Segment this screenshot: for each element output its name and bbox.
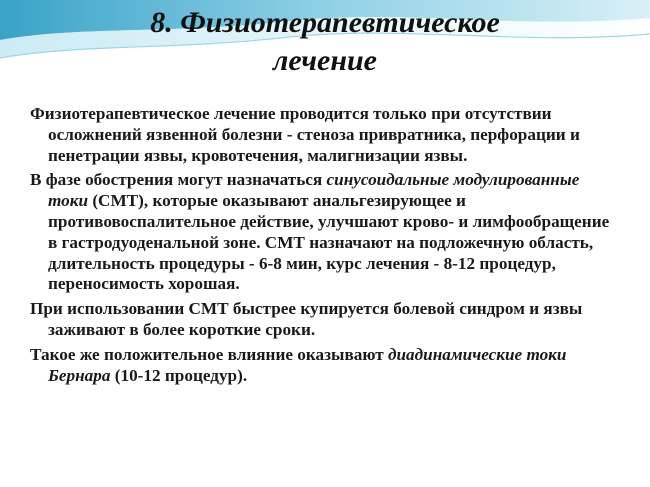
paragraph-smt-effect xyxy=(30,299,620,341)
slide-body xyxy=(30,104,620,390)
paragraph-smt-effect-text: При использовании СМТ быстрее купируется болевой синдром и язвы заживают в более короткие сроки. xyxy=(30,299,583,339)
paragraph-smt-suffix: (СМТ), которые оказывают анальгезирующее и противовоспалительное действие, улучшают кровo- и лимфообращение в гастродуоденальной зоне. СМТ назначают на подложечную область, длительность процедуры - 6-8 мин, курс лечения - 8-12 процедур, переносимость хорошая. xyxy=(48,191,610,294)
paragraph-smt-prefix: В фазе обострения могут назначаться xyxy=(30,170,327,190)
paragraph-indications-text: Физиотерапевтическое лечение проводится только при отсутствии осложнений язвенной болезни - стеноза привратника, перфорации и пенетрации язвы, кровотечения, малигнизации язвы. xyxy=(30,104,580,165)
paragraph-smt-therapy xyxy=(30,170,620,295)
paragraph-smt-italic-term: синусоидальные модулированные токи xyxy=(48,170,580,211)
paragraph-bernard-currents xyxy=(30,345,620,387)
slide-title-line-1: 8. Физиотерапевтическое xyxy=(150,6,500,39)
paragraph-bernard-prefix: Такое же положительное влияние оказывают xyxy=(30,344,388,364)
paragraph-bernard-italic-term: диадинамические токи Бернара xyxy=(48,344,567,385)
paragraph-bernard-suffix: (10-12 процедур). xyxy=(110,365,248,385)
paragraph-indications xyxy=(30,104,620,166)
slide-title-line-2: лечение xyxy=(272,44,378,77)
slide-title xyxy=(0,4,650,80)
